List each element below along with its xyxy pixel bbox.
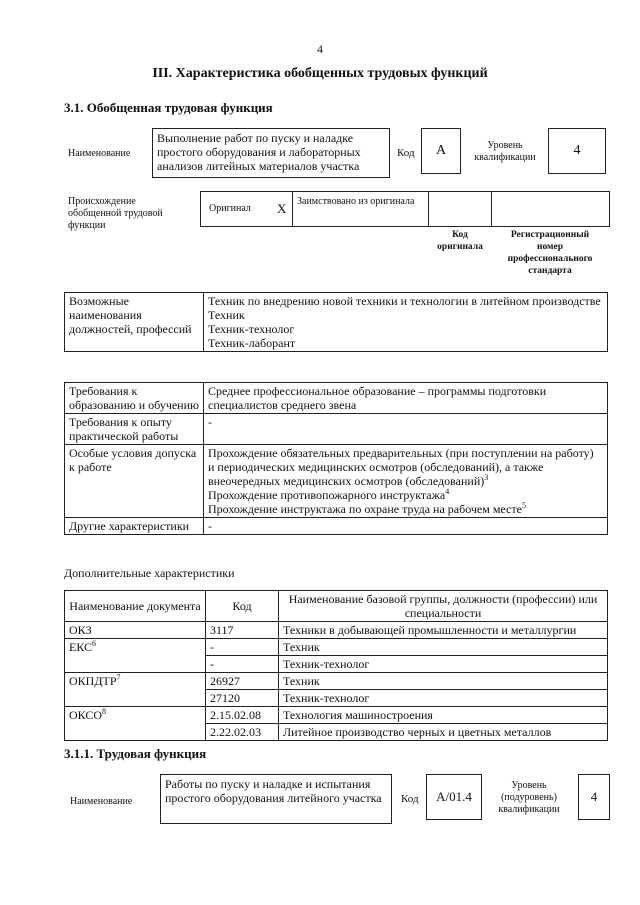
tf-code-label: Код	[401, 793, 419, 805]
positions-values	[204, 293, 608, 352]
gtf-level-value: 4	[548, 128, 606, 174]
additional-header-doc: Наименование документа	[65, 591, 206, 622]
footnote-ref: 6	[92, 639, 97, 648]
req-other-label: Другие характеристики	[65, 518, 204, 535]
footnote-ref: 4	[445, 487, 450, 496]
gtf-code-label: Код	[397, 147, 415, 159]
table-row	[65, 622, 608, 639]
table-row	[65, 724, 608, 741]
gtf-original-mark: X	[277, 201, 287, 216]
name-cell: Техник-технолог	[279, 656, 608, 673]
req-other-value: -	[204, 518, 608, 535]
req-experience-label: Требования к опыту практической работы	[65, 414, 204, 445]
additional-table	[64, 590, 608, 741]
gtf-name-label: Наименование	[68, 148, 131, 159]
gtf-heading: 3.1. Обобщенная трудовая функция	[64, 100, 273, 115]
name-cell: Техники в добывающей промышленности и металлургии	[279, 622, 608, 639]
code-cell: 27120	[206, 690, 279, 707]
code-cell: -	[206, 656, 279, 673]
req-admission-value	[204, 445, 608, 518]
table-row	[65, 656, 608, 673]
page-number: 4	[317, 42, 323, 56]
table-row	[65, 690, 608, 707]
tf-name-value: Работы по пуску и наладке и испытания простого оборудования литейного участка	[160, 774, 392, 824]
footnote-ref: 3	[484, 473, 489, 482]
position-item: Техник-технолог	[208, 322, 295, 336]
gtf-origin-box	[200, 191, 610, 227]
doc-cell: ЕКС	[69, 640, 93, 654]
table-row	[65, 639, 608, 656]
req-education-value: Среднее профессиональное образование – программы подготовки специалистов среднего звена	[204, 383, 608, 414]
gtf-name-value: Выполнение работ по пуску и наладке простого оборудования и лабораторных анализов литейных материалов участка	[152, 128, 390, 178]
req-experience-value: -	[204, 414, 608, 445]
gtf-original-label: Оригинал	[209, 203, 251, 214]
tf-level-value: 4	[578, 774, 610, 820]
code-cell: 2.22.02.03	[206, 724, 279, 741]
table-row	[65, 673, 608, 690]
position-item: Техник	[208, 308, 245, 322]
doc-cell: ОКПДТР	[69, 674, 117, 688]
position-item: Техник по внедрению новой техники и технологии в литейном производстве	[208, 294, 601, 308]
doc-cell: ОКСО	[69, 708, 103, 722]
table-row	[65, 707, 608, 724]
req-education-label: Требования к образованию и обучению	[65, 383, 204, 414]
gtf-level-label: Уровень квалификации	[474, 140, 536, 163]
additional-header-name: Наименование базовой группы, должности (профессии) или специальности	[279, 591, 608, 622]
req-admission-text-1: Прохождение обязательных предварительных (при поступлении на работу) и периодических медицинских осмотров (обследований), а также внеочередных медицинских осмотров (обследований)	[208, 446, 594, 488]
positions-label: Возможные наименования должностей, профессий	[65, 293, 204, 352]
req-admission-text-2: Прохождение противопожарного инструктажа	[208, 488, 446, 502]
code-cell: 2.15.02.08	[206, 707, 279, 724]
name-cell: Техник-технолог	[279, 690, 608, 707]
name-cell: Техник	[279, 639, 608, 656]
requirements-table	[64, 382, 608, 535]
name-cell: Техник	[279, 673, 608, 690]
name-cell: Литейное производство черных и цветных металлов	[279, 724, 608, 741]
code-cell: 3117	[206, 622, 279, 639]
additional-header-code: Код	[206, 591, 279, 622]
req-admission-label: Особые условия допуска к работе	[65, 445, 204, 518]
positions-table	[64, 292, 608, 352]
gtf-reg-number-caption: Регистрационный номер профессионального стандарта	[507, 230, 593, 276]
tf-code-value: А/01.4	[426, 774, 482, 820]
gtf-origin-label: Происхождение обобщенной трудовой функции	[68, 196, 163, 231]
additional-title: Дополнительные характеристики	[64, 566, 235, 580]
code-cell: -	[206, 639, 279, 656]
name-cell: Технология машиностроения	[279, 707, 608, 724]
footnote-ref: 8	[102, 707, 107, 716]
position-item: Техник-лаборант	[208, 336, 296, 350]
doc-cell: ОКЗ	[69, 623, 92, 637]
code-cell: 26927	[206, 673, 279, 690]
footnote-ref: 5	[521, 501, 526, 510]
footnote-ref: 7	[116, 673, 121, 682]
gtf-borrowed-label: Заимствовано из оригинала	[297, 196, 415, 207]
tf-heading: 3.1.1. Трудовая функция	[64, 746, 207, 761]
gtf-code-original-caption: Код оригинала	[437, 230, 483, 252]
section-title: III. Характеристика обобщенных трудовых функций	[152, 66, 488, 81]
gtf-code-value: А	[421, 128, 461, 174]
req-admission-text-3: Прохождение инструктажа по охране труда на рабочем месте	[208, 502, 522, 516]
tf-name-label: Наименование	[70, 796, 133, 807]
tf-level-label: Уровень (подуровень) квалификации	[498, 780, 560, 815]
